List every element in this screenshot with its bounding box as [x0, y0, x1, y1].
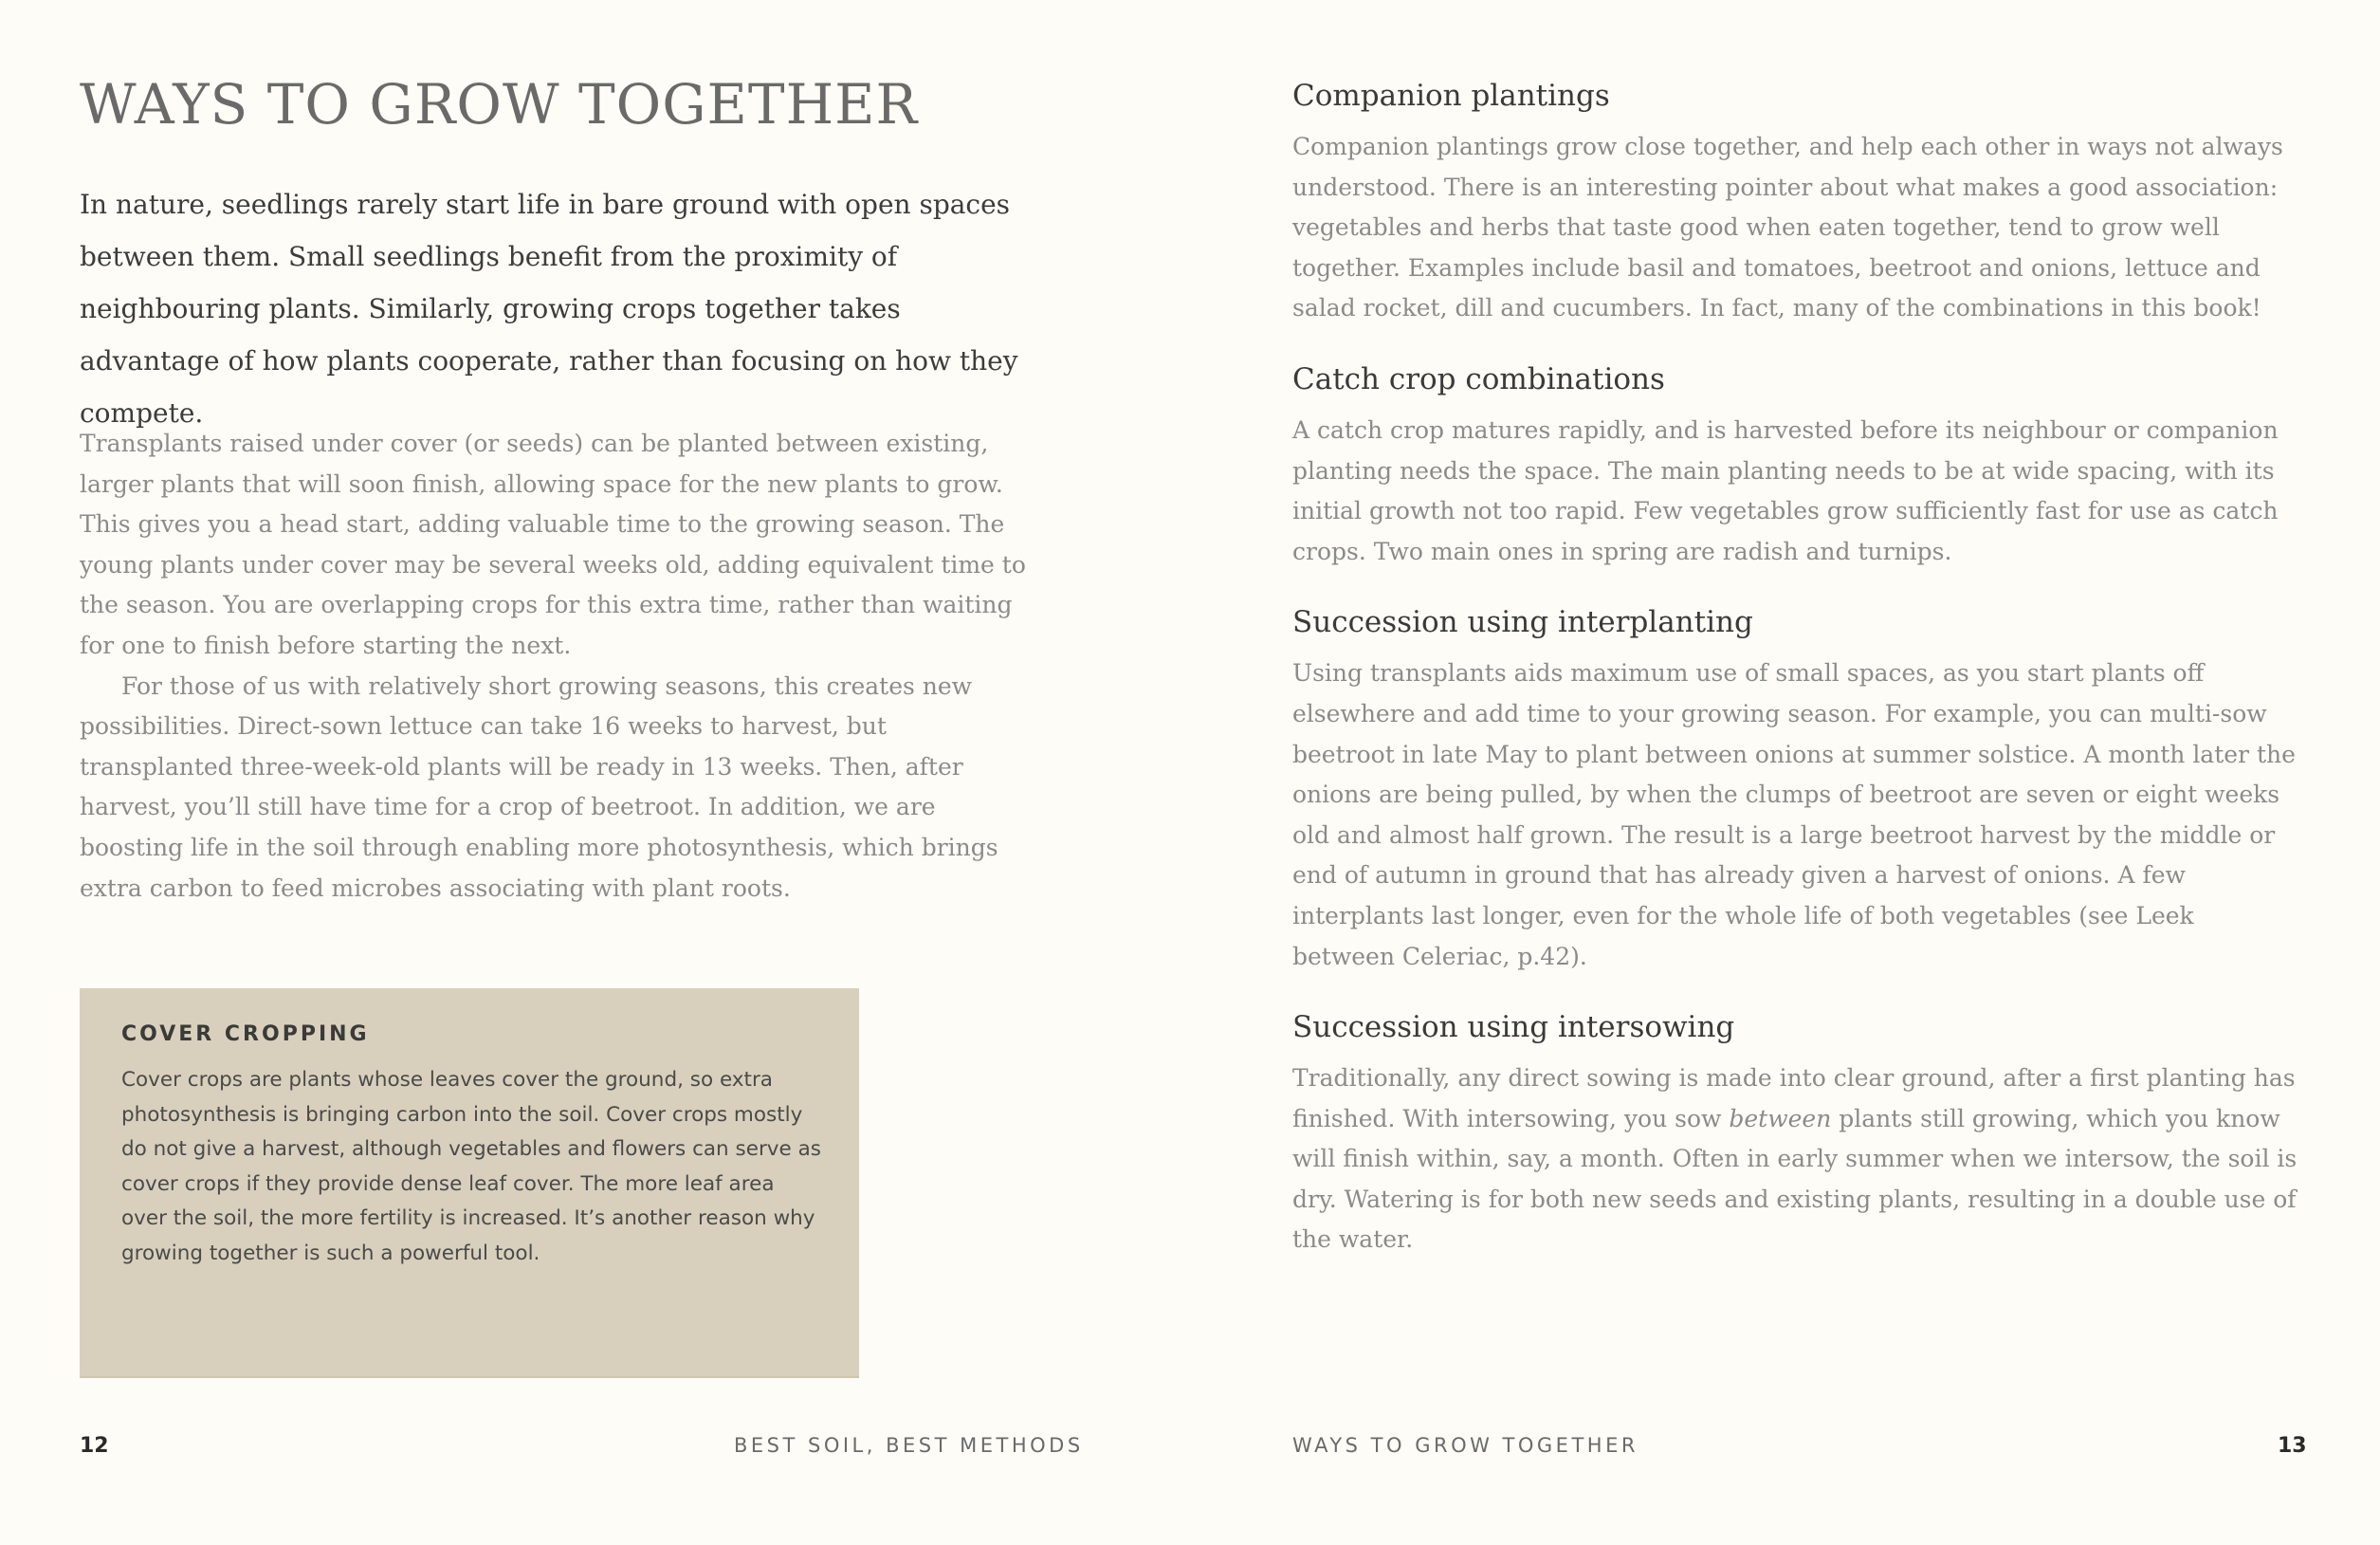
running-head-left: BEST SOIL, BEST METHODS	[734, 1434, 1084, 1457]
section-text-emphasis: between	[1729, 1104, 1832, 1132]
page-number-right: 13	[2278, 1434, 2307, 1458]
section-companion-plantings	[1292, 74, 2298, 329]
section-text: Using transplants aids maximum use of small spaces, as you start plants off elsewhere and add time to your growing season. For example, you can multi-sow beetroot in late May to plant between onions at summer solstice. A month later the onions are being pulled, by when the clumps of beetroot are seven or eight weeks old and almost half grown. The result is a large beetroot harvest by the middle or end of autumn in ground that has already given a harvest of onions. A few interplants last longer, even for the whole life of both vegetables (see Leek between Celeriac, p.42).	[1292, 659, 2296, 970]
right-page	[1190, 0, 2380, 1545]
body-text	[80, 424, 1028, 909]
section-catch-crop	[1292, 358, 2298, 572]
section-text-part: Traditionally, any direct sowing is made into clear ground, after a first planting has finished. With intersowing, you sow	[1292, 1064, 2296, 1132]
section-text: Companion plantings grow close together, and help each other in ways not always understood. There is an interesting pointer about what makes a good association: vegetables and herbs that taste good when eaten together, tend to grow well together. Examples include basil and tomatoes, beetroot and onions, lettuce and salad rocket, dill and cucumbers. In fact, many of the combinations in this book!	[1292, 133, 2283, 322]
page-title: WAYS TO GROW TOGETHER	[80, 72, 919, 137]
section-text	[1292, 1058, 2298, 1260]
sidebar-text: Cover crops are plants whose leaves cover the ground, so extra photosynthesis is bringing carbon into the soil. Cover crops mostly do not give a harvest, although vegetables and flowers can serve as cover crops if they provide dense leaf cover. The more leaf area over the soil, the more fertility is increased. It’s another reason why growing together is such a powerful tool.	[121, 1068, 821, 1265]
body-paragraph: Transplants raised under cover (or seeds) can be planted between existing, larger plants that will soon finish, allowing space for the new plants to grow. This gives you a head start, adding valuable time to the growing season. The young plants under cover may be several weeks old, adding equivalent time to the season. You are overlapping crops for this extra time, rather than waiting for one to finish before starting the next.	[80, 430, 1026, 659]
right-column	[1292, 74, 2298, 1260]
body-paragraph: For those of us with relatively short growing seasons, this creates new possibilities. Direct-sown lettuce can take 16 weeks to harvest, but transplanted three-week-old plants will be ready in 13 weeks. Then, after harvest, you’ll still have time for a crop of beetroot. In addition, we are boosting life in the soil through enabling more photosynthesis, which brings extra carbon to feed microbes associating with plant roots.	[80, 671, 998, 902]
section-intersowing	[1292, 1005, 2298, 1260]
page-number-left: 12	[80, 1434, 109, 1458]
section-text: A catch crop matures rapidly, and is harvested before its neighbour or companion planting needs the space. The main planting needs to be at wide spacing, with its initial growth not too rapid. Few vegetables grow sufficiently fast for use as catch crops. Two main ones in spring are radish and turnips.	[1292, 415, 2279, 565]
section-interplanting	[1292, 600, 2298, 977]
section-heading: Companion plantings	[1292, 79, 1610, 113]
section-text-part: plants still growing, which you know will finish within, say, a month. Often in early summer when we intersow, the soil is dry. Watering is for both new seeds and existing plants, resulting in a double use of the water.	[1292, 1104, 2298, 1254]
lead-paragraph: In nature, seedlings rarely start life in bare ground with open spaces between them. Small seedlings benefit from the proximity of neighbouring plants. Similarly, growing crops together takes advantage of how plants cooperate, rather than focusing on how they compete.	[80, 189, 1018, 429]
section-heading: Succession using intersowing	[1292, 1010, 1735, 1045]
running-head-right: WAYS TO GROW TOGETHER	[1292, 1434, 1639, 1457]
section-heading: Succession using interplanting	[1292, 605, 1753, 640]
sidebar-heading: COVER CROPPING	[121, 1022, 370, 1046]
cover-cropping-box	[80, 988, 859, 1378]
section-heading: Catch crop combinations	[1292, 361, 1665, 396]
